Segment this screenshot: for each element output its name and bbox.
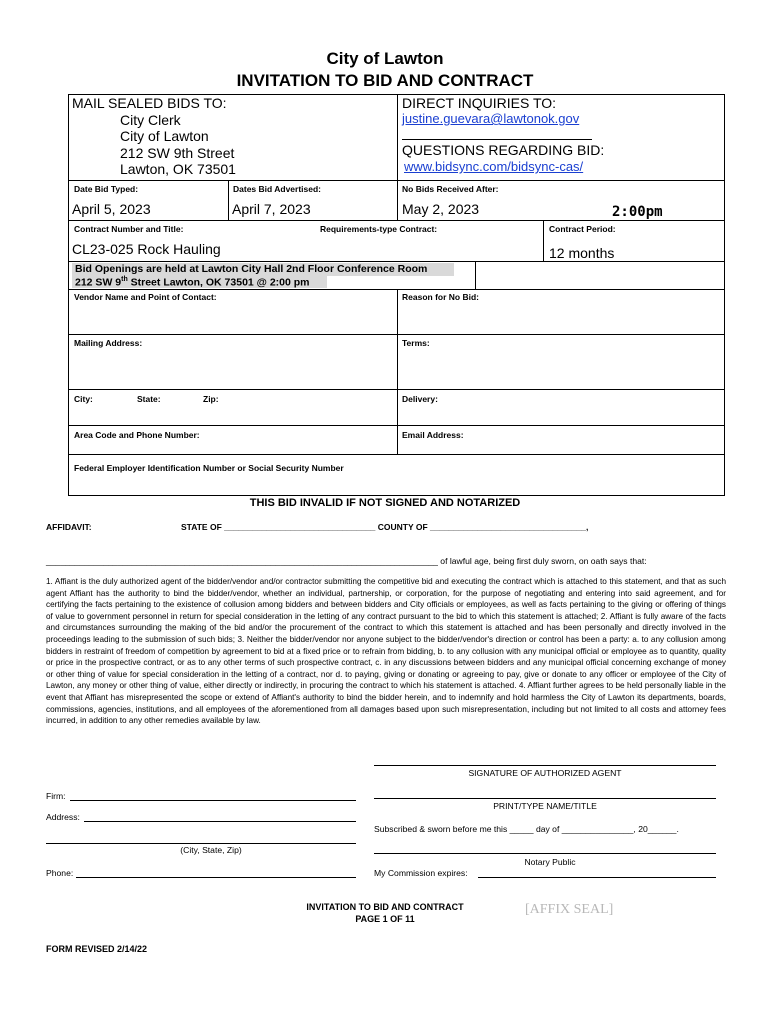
fein-label: Federal Employer Identification Number or Social Security Number: [74, 463, 344, 473]
zip-label: Zip:: [203, 394, 219, 404]
city-label: City:: [74, 394, 93, 404]
state-label: State:: [137, 394, 161, 404]
subscribed-line: Subscribed & sworn before me this _____ day of _______________, 20______.: [374, 824, 679, 834]
terms-field[interactable]: [400, 349, 722, 387]
print-name-label: PRINT/TYPE NAME/TITLE: [493, 801, 597, 811]
date-advertised-label: Dates Bid Advertised:: [233, 184, 322, 194]
mailing-address-label: Mailing Address:: [74, 338, 143, 348]
date-advertised-value: April 7, 2023: [232, 201, 311, 217]
contract-number-value: CL23-025 Rock Hauling: [72, 241, 221, 257]
invalid-notice: THIS BID INVALID IF NOT SIGNED AND NOTARIZED: [249, 497, 521, 509]
mail-line-3: 212 SW 9th Street: [120, 144, 235, 161]
mail-bids-label: MAIL SEALED BIDS TO:: [72, 95, 227, 111]
inquiries-email-link[interactable]: justine.guevara@lawtonok.gov: [402, 111, 580, 126]
bidsync-link[interactable]: www.bidsync.com/bidsync-cas/: [404, 159, 584, 174]
footer-page: PAGE 1 OF 11: [355, 914, 415, 924]
bids-received-label: No Bids Received After:: [402, 184, 499, 194]
bids-received-time: 2:00pm: [612, 204, 663, 220]
page-title: INVITATION TO BID AND CONTRACT: [236, 71, 534, 90]
phone-sign-label: Phone:: [46, 868, 74, 878]
commission-label: My Commission expires:: [374, 868, 468, 878]
city-title: City of Lawton: [326, 49, 444, 68]
phone-label: Area Code and Phone Number:: [74, 430, 200, 440]
date-typed-value: April 5, 2023: [72, 201, 151, 217]
delivery-label: Delivery:: [402, 394, 438, 404]
date-typed-label: Date Bid Typed:: [74, 184, 139, 194]
mailing-address-field[interactable]: [70, 349, 395, 387]
no-bid-reason-label: Reason for No Bid:: [402, 292, 479, 302]
vendor-name-field[interactable]: [70, 303, 395, 333]
affidavit-label: AFFIDAVIT:: [46, 522, 92, 532]
oath-line: __________________________________________________________________________________ of lawful age, being first duly sworn, on oath says that:: [46, 556, 647, 566]
state-county-line: STATE OF ________________________________ COUNTY OF _________________________________,: [181, 522, 589, 532]
affix-seal-placeholder: [AFFIX SEAL]: [525, 902, 614, 917]
phone-field[interactable]: [70, 441, 395, 453]
mail-line-2: City of Lawton: [120, 128, 209, 144]
contract-type-label: Requirements-type Contract:: [320, 224, 438, 234]
mail-line-1: City Clerk: [120, 111, 181, 128]
mail-bids-block: [72, 95, 236, 178]
notary-label: Notary Public: [524, 857, 576, 867]
email-field[interactable]: [400, 441, 722, 453]
city-state-zip-field[interactable]: [70, 405, 395, 425]
fein-field[interactable]: [70, 475, 722, 494]
bid-openings-line-2: 212 SW 9th Street Lawton, OK 73501 @ 2:00 pm: [75, 276, 310, 289]
inquiries-label: DIRECT INQUIRIES TO:: [402, 95, 557, 111]
terms-label: Terms:: [402, 338, 430, 348]
contract-number-label: Contract Number and Title:: [74, 224, 184, 234]
footer-title: INVITATION TO BID AND CONTRACT: [306, 902, 464, 912]
questions-label: QUESTIONS REGARDING BID:: [402, 142, 605, 158]
bid-openings-line-1: Bid Openings are held at Lawton City Hall 2nd Floor Conference Room: [75, 263, 428, 275]
bids-received-value: May 2, 2023: [402, 201, 480, 217]
firm-label: Firm:: [46, 791, 66, 801]
signature-label: SIGNATURE OF AUTHORIZED AGENT: [468, 768, 622, 778]
contract-period-label: Contract Period:: [549, 224, 616, 234]
contract-period-value: 12 months: [549, 245, 615, 261]
mail-line-4: Lawton, OK 73501: [120, 161, 236, 177]
form-revised: FORM REVISED 2/14/22: [46, 944, 148, 954]
city-state-zip-caption: (City, State, Zip): [180, 845, 242, 855]
delivery-field[interactable]: [400, 405, 722, 425]
no-bid-reason-field[interactable]: [400, 303, 722, 333]
affidavit-body: 1. Affiant is the duly authorized agent of the bidder/vendor and/or contractor submitting the competitive bid and executing the contract which is attached to this statement, and that as such agent Affiant has the authority to bind the bidder/vendor, whether an individual, partnership, or corporation, for the purpose of negotiating and entering into said agreement, and for certifying the facts pertaining to the existence of collusion among bidders and between bidders and City officials or employees, as well as facts pertaining to the giving or offering of things of value to government personnel in return for special consideration in the letting of any contract pursuant to the bid to which this statement is attached; 2. Affiant is fully aware of the facts and circumstances surrounding the making of the bid and/or the procurement of the contract to which this statement is attached and has been personally and directly involved in the proceedings leading to the submission of such bids; 3. Neither the bidder/vendor nor anyone subject to the bidder/vendor's direction or control has been a party: a. to any collusion among bidders in restraint of freedom of competition by agreement to bid at a fixed price or to refrain from bidding, b. to any collusion with any municipal official or employee as to quantity, quality or price in the prospective contract, or as to any other terms of such prospective contract, c. in any discussions between bidders and any municipal official concerning exchange of money or other thing of value for special consideration in the letting of a contract, nor d. to paying, giving or donating or agreeing to pay, give or donate to any officer or employee of the City of Lawton, any money or other thing of value, either directly or indirectly, in procuring the contract to which his statement is attached. 4. Affiant further agrees to be held personally liable in the event that Affiant has misrepresented the scope or extend of Affiant's authority to bind the bidder herein, and to indemnify and hold harmless the City of Lawton its departments, boards, commissions, agencies, institutions, and all employees of the aforementioned from all damages based upon such misrepresentation, including but not limited to all costs and attorney fees incurred, in addition to any other remedies available by law.: [46, 577, 726, 726]
vendor-name-label: Vendor Name and Point of Contact:: [74, 292, 217, 302]
email-label: Email Address:: [402, 430, 464, 440]
address-label: Address:: [46, 812, 80, 822]
